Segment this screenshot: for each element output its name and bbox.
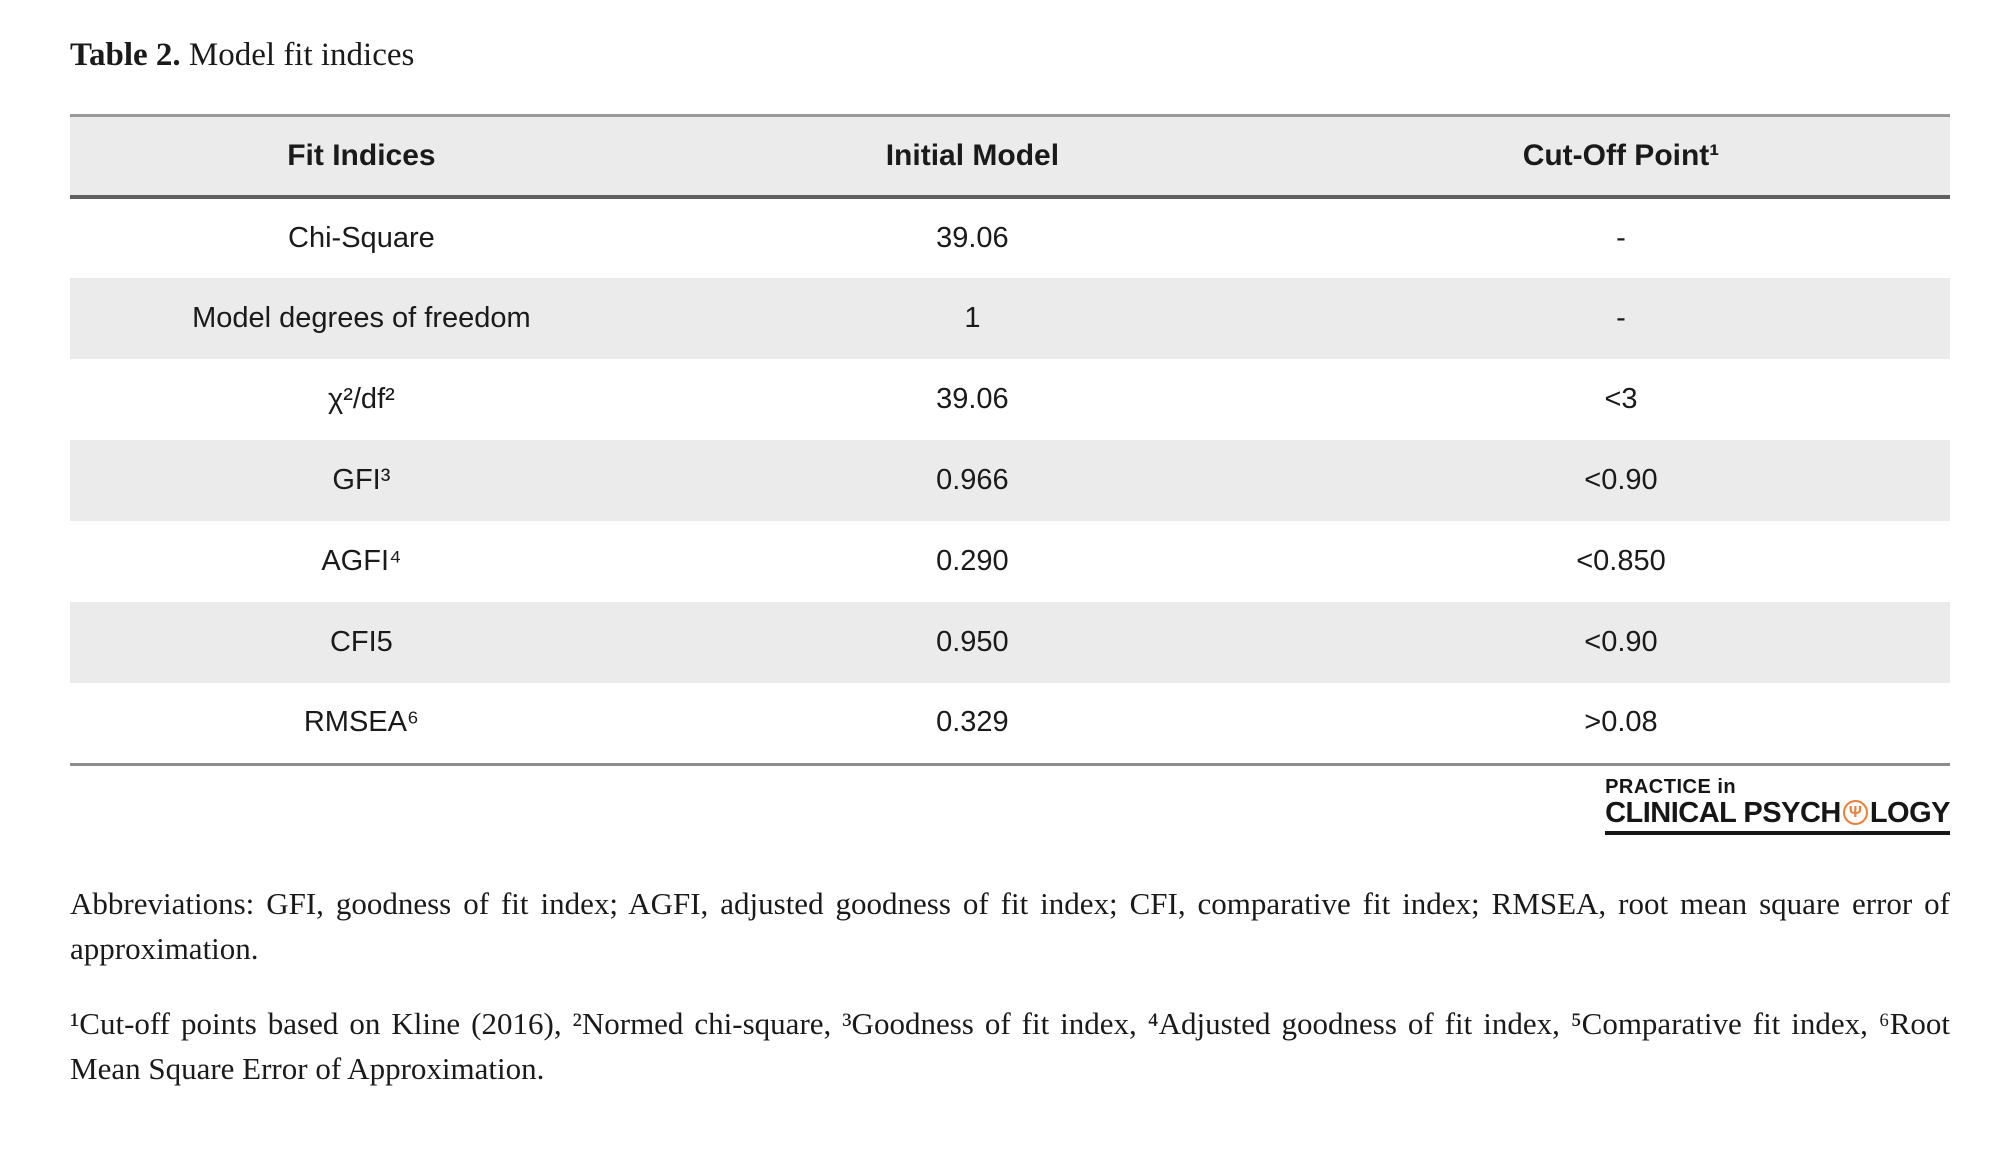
footnotes-note: ¹Cut-off points based on Kline (2016), ²Normed chi-square, ³Goodness of fit index, ⁴Adjusted goodness of fit index, ⁵Comparative fit index, ⁶Root Mean Square Error of Approximation. — [70, 1006, 1950, 1087]
page-title — [70, 36, 1950, 76]
cell-label: RMSEA⁶ — [303, 706, 419, 739]
fit-indices-table — [70, 114, 1950, 766]
logo-text-right: LOGY — [1869, 796, 1950, 829]
cell-label: Model degrees of freedom — [192, 302, 531, 335]
cell-label: χ²/df² — [328, 383, 395, 416]
cell-cutoff: - — [1616, 222, 1626, 255]
logo-text-left: CLINICAL PSYCH — [1605, 796, 1841, 829]
cell-cutoff: <0.850 — [1576, 545, 1666, 578]
cell-label: Chi-Square — [288, 222, 435, 255]
table-number-label: Table 2. — [70, 37, 181, 73]
cell-initial-model: 1 — [964, 302, 981, 335]
psi-icon: Ψ — [1843, 800, 1868, 825]
journal-logo — [1605, 776, 1950, 835]
table-row-model-df — [70, 278, 1950, 359]
table-row-chi2-df — [70, 359, 1950, 440]
cell-cutoff: <0.90 — [1584, 464, 1658, 497]
cell-initial-model: 39.06 — [936, 222, 1009, 255]
table-row-chi-square — [70, 197, 1950, 278]
header-cutoff-point: Cut-Off Point¹ — [1522, 138, 1720, 172]
cell-label: AGFI⁴ — [321, 545, 402, 578]
table-row-agfi — [70, 521, 1950, 602]
abbreviations-note: Abbreviations: GFI, goodness of fit index; AGFI, adjusted goodness of fit index; CFI, comparative fit index; RMSEA, root mean square error of approximation. — [70, 886, 1950, 967]
table-row-gfi — [70, 440, 1950, 521]
cell-label: CFI5 — [329, 626, 393, 659]
table-row-cfi — [70, 602, 1950, 683]
cell-initial-model: 0.966 — [936, 464, 1009, 497]
cell-label: GFI³ — [332, 464, 391, 497]
cell-initial-model: 0.950 — [936, 626, 1009, 659]
table-header-row — [70, 115, 1950, 197]
cell-cutoff: <0.90 — [1584, 626, 1658, 659]
header-initial-model: Initial Model — [885, 138, 1060, 172]
cell-initial-model: 0.290 — [936, 545, 1009, 578]
cell-cutoff: - — [1616, 302, 1626, 335]
journal-logo-row — [70, 776, 1950, 835]
table-row-rmsea — [70, 683, 1950, 764]
logo-clinical-psychology — [1605, 798, 1950, 828]
cell-initial-model: 39.06 — [936, 383, 1009, 416]
cell-cutoff: >0.08 — [1584, 706, 1658, 739]
logo-practice-in: PRACTICE in — [1605, 775, 1737, 798]
table-caption: Model fit indices — [180, 37, 415, 73]
cell-initial-model: 0.329 — [936, 706, 1009, 739]
cell-cutoff: <3 — [1604, 383, 1638, 416]
header-fit-indices: Fit Indices — [287, 138, 436, 172]
